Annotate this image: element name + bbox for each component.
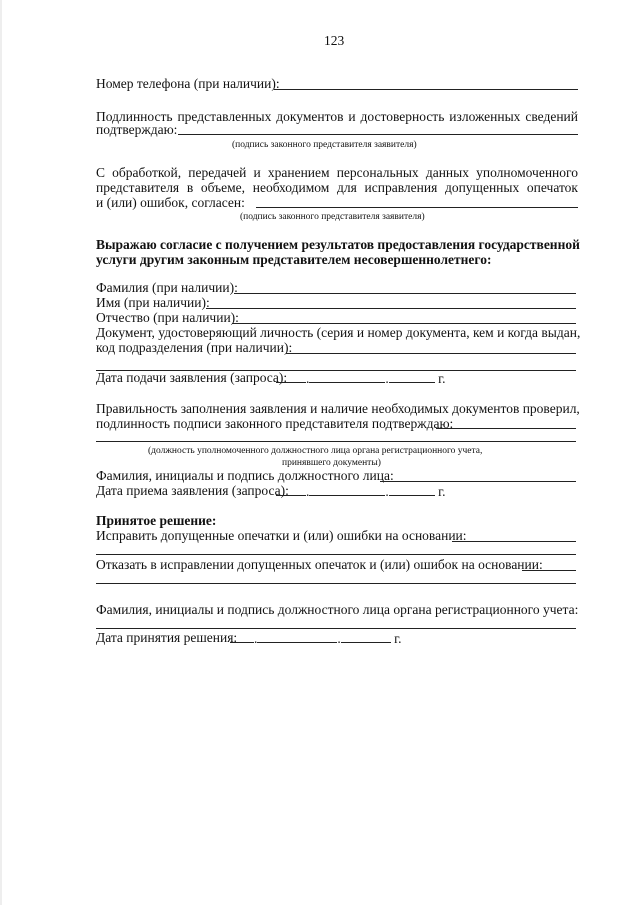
consent-signature-field[interactable] [256, 207, 578, 208]
authenticity-text-line2: подтверждаю: [96, 122, 178, 137]
page-number: 123 [324, 33, 345, 48]
official-position-field[interactable] [96, 441, 576, 442]
fix-basis-field[interactable] [452, 541, 576, 542]
patronymic-label: Отчество (при наличии): [96, 310, 239, 325]
id-document-text-line2: код подразделения (при наличии): [96, 340, 293, 355]
minor-consent-heading-line1: Выражаю согласие с получением результатов предоставления государственной [96, 237, 580, 252]
receipt-date-label: Дата приема заявления (запроса): [96, 483, 289, 498]
check-signature-field[interactable] [436, 428, 576, 429]
surname-label: Фамилия (при наличии): [96, 280, 238, 295]
refuse-basis-label: Отказать в исправлении допущенных опечаток и (или) ошибок на основании: [96, 557, 543, 572]
authenticity-text-line1: Подлинность представленных документов и достоверность изложенных сведений [96, 109, 578, 124]
receipt-date-year-suffix: г. [438, 484, 446, 499]
official-name-label: Фамилия, инициалы и подпись должностного лица: [96, 468, 394, 483]
authenticity-signature-caption: (подпись законного представителя заявителя) [232, 140, 417, 150]
patronymic-field[interactable] [232, 323, 576, 324]
receipt-date-field[interactable]: . . г. [276, 483, 446, 499]
submission-date-year-suffix: г. [438, 371, 446, 386]
official-position-caption-line2: принявшего документы) [282, 458, 381, 468]
surname-field[interactable] [234, 293, 576, 294]
decision-date-field[interactable]: . . г. [230, 630, 402, 646]
consent-text-line3: и (или) ошибок, согласен: [96, 195, 245, 210]
check-text-line1: Правильность заполнения заявления и наличие необходимых документов проверил, [96, 401, 580, 416]
decision-date-label: Дата принятия решения: [96, 630, 238, 645]
id-document-field[interactable] [286, 353, 576, 354]
name-field[interactable] [206, 308, 576, 309]
reg-official-field[interactable] [96, 628, 576, 629]
consent-signature-caption: (подпись законного представителя заявителя) [240, 212, 425, 222]
minor-consent-heading-line2: услуги другим законным представителем несовершеннолетнего: [96, 252, 492, 267]
official-position-caption-line1: (должность уполномоченного должностного лица органа регистрационного учета, [148, 446, 483, 456]
fix-basis-label: Исправить допущенные опечатки и (или) ошибки на основании: [96, 528, 467, 543]
submission-date-field[interactable]: . . г. [276, 370, 446, 386]
id-document-text-line1: Документ, удостоверяющий личность (серия и номер документа, кем и когда выдан, [96, 325, 581, 340]
phone-field[interactable] [274, 89, 578, 90]
fix-basis-field-extra[interactable] [96, 554, 576, 555]
submission-date-label: Дата подачи заявления (запроса): [96, 370, 288, 385]
decision-date-year-suffix: г. [394, 631, 402, 646]
check-text-line2: подлинность подписи законного представителя подтверждаю: [96, 416, 454, 431]
decision-heading: Принятое решение: [96, 513, 217, 528]
scan-edge [0, 0, 2, 905]
reg-official-label: Фамилия, инициалы и подпись должностного лица органа регистрационного учета: [96, 602, 579, 617]
consent-text-line2: представителя в объеме, необходимом для исправления допущенных опечаток [96, 180, 578, 195]
official-name-field[interactable] [380, 481, 576, 482]
name-label: Имя (при наличии): [96, 295, 210, 310]
authenticity-signature-field[interactable] [178, 134, 578, 135]
refuse-basis-field-extra[interactable] [96, 583, 576, 584]
refuse-basis-field[interactable] [522, 570, 576, 571]
phone-label: Номер телефона (при наличии): [96, 76, 280, 91]
consent-text-line1: С обработкой, передачей и хранением персональных данных уполномоченного [96, 165, 578, 180]
